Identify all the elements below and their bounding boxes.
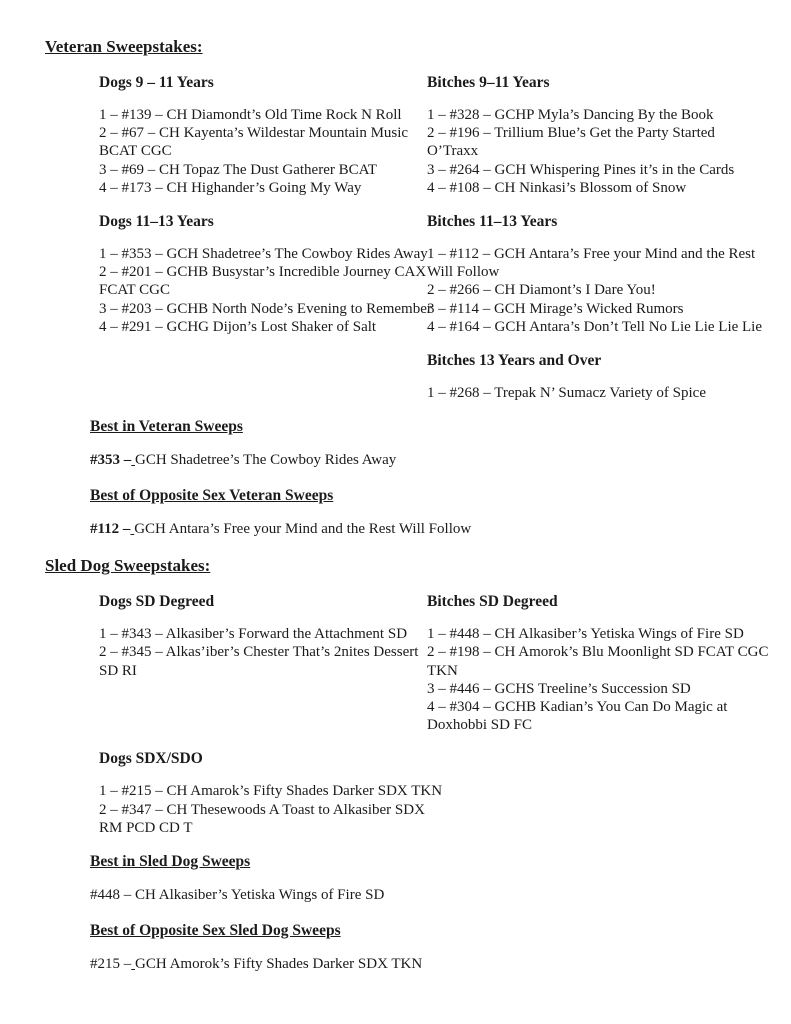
- sled-col-bitches-sd: [427, 592, 777, 749]
- class-group-dogs-sd-degreed: [99, 592, 421, 680]
- placement-line: 2 – #196 – Trillium Blue’s Get the Party Started: [427, 125, 715, 142]
- veteran-col-bitches-9-11: [427, 73, 777, 212]
- award-dog-name: GCH Amorok’s Fifty Shades Darker SDX TKN: [135, 956, 423, 973]
- placement-line: 4 – #291 – GCHG Dijon’s Lost Shaker of Salt: [99, 318, 377, 335]
- placement-line: 2 – #67 – CH Kayenta’s Wildestar Mountain Music: [99, 125, 409, 142]
- placement-line: 1 – #448 – CH Alkasiber’s Yetiska Wings of Fire SD: [427, 626, 744, 643]
- placement-line-wrap: TKN: [427, 662, 458, 679]
- class-heading-bitches-9-11: Bitches 9–11 Years: [427, 74, 550, 91]
- class-group-dogs-11-13: [99, 212, 432, 336]
- placement-line: 4 – #108 – CH Ninkasi’s Blossom of Snow: [427, 179, 687, 196]
- award-number: #448 –: [90, 887, 132, 904]
- best-in-veteran-sweeps-heading: Best in Veteran Sweeps: [90, 418, 243, 436]
- placement-line: 1 – #112 – GCH Antara’s Free your Mind and the Rest: [427, 246, 756, 263]
- placement-line: 1 – #343 – Alkasiber’s Forward the Attachment SD: [99, 626, 408, 643]
- placement-line: 4 – #304 – GCHB Kadian’s You Can Do Magic at: [427, 699, 728, 716]
- sled-col-dogs-sd: [99, 592, 421, 695]
- class-heading-dogs-sd-degreed: Dogs SD Degreed: [99, 593, 215, 611]
- placement-line: 2 – #345 – Alkas’iber’s Chester That’s 2nites Dessert: [99, 644, 419, 661]
- class-group-bitches-sd-degreed: [427, 592, 777, 734]
- best-in-sled-sweeps-result: [90, 886, 746, 905]
- award-number: #112 –: [90, 521, 131, 538]
- placement-line: 4 – #173 – CH Highander’s Going My Way: [99, 179, 362, 196]
- veteran-col-dogs-11-13: [99, 212, 432, 351]
- placement-line-wrap: Will Follow: [427, 264, 500, 281]
- sled-row-1: [45, 592, 769, 749]
- veteran-col-bitches-11-13: [427, 212, 777, 417]
- award-number: #353 –: [90, 452, 132, 469]
- sled-section-title: Sled Dog Sweepstakes:: [45, 556, 211, 576]
- sled-dog-sweepstakes-section: [45, 555, 769, 974]
- placement-line: 2 – #198 – CH Amorok’s Blu Moonlight SD FCAT CGC: [427, 644, 769, 661]
- class-group-bitches-13-over: [427, 351, 777, 402]
- best-in-sled-sweeps-heading: Best in Sled Dog Sweeps: [90, 853, 251, 871]
- sled-col-dogs-sdx: [99, 749, 443, 852]
- veteran-row-2: [45, 212, 763, 417]
- class-heading-bitches-sd-degreed: Bitches SD Degreed: [427, 593, 558, 611]
- award-number: #215 –: [90, 956, 132, 973]
- best-opposite-sled-sweeps-heading: Best of Opposite Sex Sled Dog Sweeps: [90, 922, 341, 940]
- placement-line: 1 – #328 – GCHP Myla’s Dancing By the Book: [427, 107, 714, 123]
- veteran-row-1: [45, 73, 746, 212]
- placement-line-wrap: BCAT CGC: [99, 143, 172, 160]
- veteran-section-title: Veteran Sweepstakes:: [45, 37, 203, 56]
- placement-line-wrap: O’Traxx: [427, 143, 479, 160]
- placement-line: 3 – #69 – CH Topaz The Dust Gatherer BCAT: [99, 161, 377, 178]
- placement-line: 2 – #201 – GCHB Busystar’s Incredible Journey CAX: [99, 264, 427, 281]
- placement-line: 1 – #353 – GCH Shadetree’s The Cowboy Rides Away: [99, 246, 428, 263]
- placement-line: 1 – #268 – Trepak N’ Sumacz Variety of Spice: [427, 385, 706, 402]
- placement-line: 4 – #164 – GCH Antara’s Don’t Tell No Lie Lie Lie Lie: [427, 318, 763, 335]
- placement-line-wrap: FCAT CGC: [99, 282, 171, 299]
- class-heading-bitches-13-over: Bitches 13 Years and Over: [427, 352, 602, 370]
- best-opposite-sled-sweeps-result: [90, 955, 746, 974]
- class-group-bitches-9-11: [427, 73, 777, 197]
- class-heading-dogs-9-11: Dogs 9 – 11 Years: [99, 74, 214, 91]
- placement-line-wrap: SD RI: [99, 662, 137, 679]
- award-dog-name: GCH Antara’s Free your Mind and the Rest Will Follow: [134, 521, 472, 538]
- class-heading-dogs-11-13: Dogs 11–13 Years: [99, 213, 214, 231]
- class-heading-dogs-sdx-sdo: Dogs SDX/SDO: [99, 750, 203, 768]
- award-dog-name: GCH Shadetree’s The Cowboy Rides Away: [135, 452, 397, 469]
- placement-line: 3 – #446 – GCHS Treeline’s Succession SD: [427, 680, 691, 697]
- placement-line: 3 – #203 – GCHB North Node’s Evening to Remember: [99, 300, 432, 317]
- veteran-col-dogs-9-11: [99, 73, 421, 212]
- placement-line: 1 – #215 – CH Amarok’s Fifty Shades Darker SDX TKN: [99, 783, 443, 800]
- veteran-sweepstakes-section: [45, 36, 763, 539]
- placement-line: 3 – #264 – GCH Whispering Pines it’s in the Cards: [427, 161, 735, 178]
- class-group-dogs-9-11: [99, 73, 421, 197]
- award-dog-name: CH Alkasiber’s Yetiska Wings of Fire SD: [135, 887, 385, 904]
- class-group-dogs-sdx-sdo: [99, 749, 443, 837]
- best-opposite-veteran-sweeps-result: [90, 520, 746, 539]
- placement-line: 3 – #114 – GCH Mirage’s Wicked Rumors: [427, 300, 684, 317]
- best-opposite-veteran-sweeps-heading: Best of Opposite Sex Veteran Sweeps: [90, 487, 334, 505]
- placement-line: 1 – #139 – CH Diamondt’s Old Time Rock N Roll: [99, 107, 402, 123]
- placement-line: 2 – #347 – CH Thesewoods A Toast to Alkasiber SDX: [99, 801, 425, 818]
- class-group-bitches-11-13: [427, 212, 777, 336]
- class-heading-bitches-11-13: Bitches 11–13 Years: [427, 213, 558, 231]
- placement-line: 2 – #266 – CH Diamont’s I Dare You!: [427, 282, 656, 299]
- placement-line-wrap: Doxhobbi SD FC: [427, 717, 533, 734]
- placement-line-wrap: RM PCD CD T: [99, 819, 193, 836]
- sled-row-2: [45, 749, 746, 852]
- best-in-veteran-sweeps-result: [90, 451, 746, 470]
